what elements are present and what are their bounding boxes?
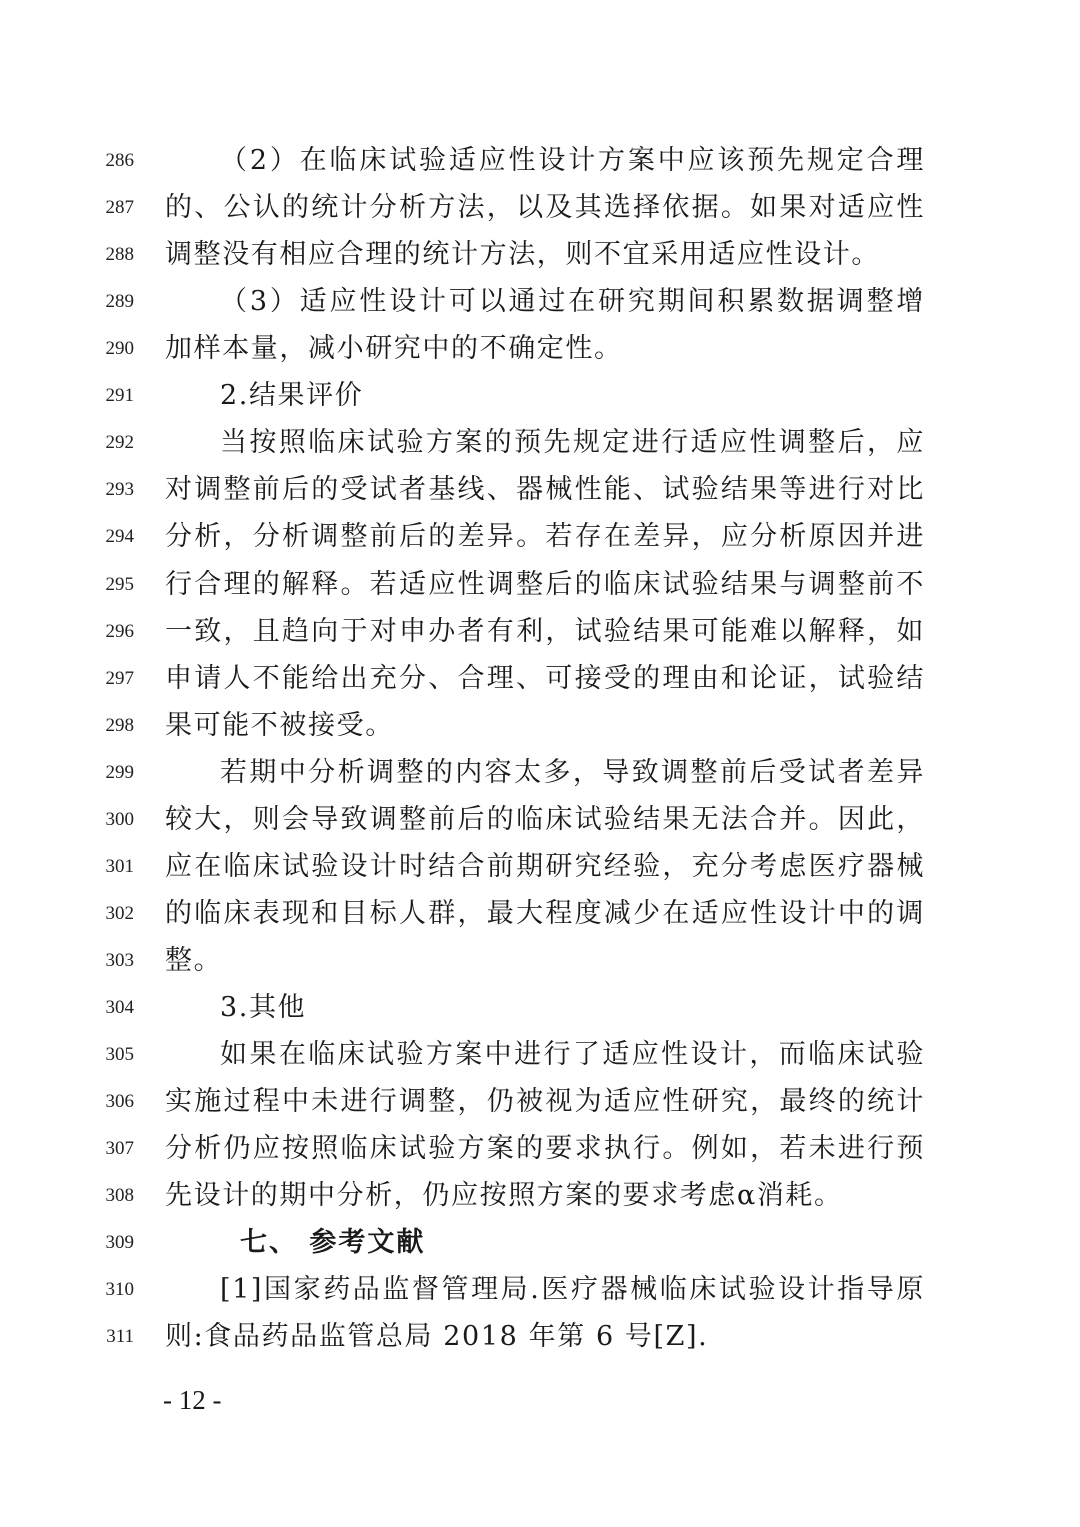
line-number: 297: [105, 667, 134, 689]
line-number: 286: [105, 150, 134, 171]
line-text: （2）在临床试验适应性设计方案中应该预先规定合理: [220, 145, 925, 176]
line-text: 加样本量，减小研究中的不确定性。: [165, 333, 623, 365]
line-text: 果可能不被接受。: [165, 709, 394, 741]
text-line: [0, 231, 1080, 278]
line-number: 288: [105, 244, 134, 266]
line-text: 申请人不能给出充分、合理、可接受的理由和论证，试验结: [165, 662, 925, 694]
text-line: [0, 796, 1080, 843]
text-line: [0, 1219, 1080, 1266]
line-text: 当按照临床试验方案的预先规定进行适应性调整后，应: [220, 427, 925, 459]
line-text: 如果在临床试验方案中进行了适应性设计，而临床试验: [220, 1038, 925, 1070]
line-text: 分析仍应按照临床试验方案的要求执行。例如，若未进行预: [165, 1133, 925, 1164]
line-text: 行合理的解释。若适应性调整后的临床试验结果与调整前不: [165, 568, 925, 600]
line-text: 调整没有相应合理的统计方法，则不宜采用适应性设计。: [165, 239, 880, 271]
line-text: 对调整前后的受试者基线、器械性能、试验结果等进行对比: [165, 474, 925, 506]
line-number: 287: [105, 197, 134, 219]
text-line: [0, 1172, 1080, 1219]
text-line: [0, 1031, 1080, 1078]
line-number: 301: [105, 855, 134, 877]
line-number: 293: [105, 479, 134, 501]
text-line: [0, 702, 1080, 749]
line-text: 的临床表现和目标人群，最大程度减少在适应性设计中的调: [165, 897, 925, 929]
line-number: 292: [105, 432, 134, 454]
page-number: - 12 -: [163, 1385, 222, 1415]
section-heading: 七、 参考文献: [240, 1227, 426, 1259]
line-number: 303: [105, 949, 134, 971]
line-number: 305: [105, 1043, 134, 1065]
text-line: [0, 1125, 1080, 1172]
line-text: （3）适应性设计可以通过在研究期间积累数据调整增: [220, 286, 925, 318]
line-number: 304: [105, 996, 134, 1018]
line-number: 296: [105, 620, 134, 642]
line-number: 294: [105, 526, 134, 548]
line-number: 299: [105, 761, 134, 783]
text-line: [0, 984, 1080, 1031]
line-text: 3.其他: [220, 991, 307, 1023]
line-number: 298: [105, 714, 134, 736]
line-number: 309: [105, 1232, 134, 1254]
text-line: [0, 1313, 1080, 1360]
text-line: [0, 890, 1080, 937]
text-line: [0, 372, 1080, 419]
text-line: [0, 325, 1080, 372]
line-text: 整。: [165, 944, 223, 976]
text-line: [0, 278, 1080, 325]
text-line: [0, 1266, 1080, 1313]
line-number: 302: [105, 902, 134, 924]
text-line: [0, 749, 1080, 796]
text-line: [0, 137, 1080, 184]
text-line: [0, 655, 1080, 702]
line-number: 311: [106, 1326, 134, 1348]
line-number: 306: [105, 1091, 134, 1112]
line-text: [1]国家药品监督管理局.医疗器械临床试验设计指导原: [220, 1274, 925, 1306]
line-number: 307: [105, 1138, 134, 1159]
text-line: [0, 184, 1080, 231]
line-number: 300: [105, 808, 134, 830]
line-number: 295: [105, 573, 134, 595]
text-line: [0, 561, 1080, 608]
line-number: 291: [105, 385, 134, 407]
text-line: [0, 843, 1080, 890]
line-number: 310: [105, 1279, 134, 1301]
line-text: 应在临床试验设计时结合前期研究经验，充分考虑医疗器械: [165, 850, 925, 882]
text-line: [0, 513, 1080, 560]
text-line: [0, 466, 1080, 513]
line-text: 2.结果评价: [220, 380, 364, 412]
line-text: 先设计的期中分析，仍应按照方案的要求考虑α消耗。: [165, 1180, 843, 1212]
line-number: 308: [105, 1185, 134, 1207]
text-line: [0, 608, 1080, 655]
text-line: [0, 937, 1080, 984]
line-number: 289: [105, 291, 134, 313]
line-text: 若期中分析调整的内容太多，导致调整前后受试者差异: [220, 756, 925, 788]
text-line: [0, 419, 1080, 466]
line-text: 一致，且趋向于对申办者有利，试验结果可能难以解释，如: [165, 615, 925, 647]
line-text: 的、公认的统计分析方法，以及其选择依据。如果对适应性: [165, 192, 925, 224]
line-text: 分析，分析调整前后的差异。若存在差异，应分析原因并进: [165, 521, 925, 553]
line-text: 较大，则会导致调整前后的临床试验结果无法合并。因此，: [165, 803, 925, 835]
line-number: 290: [105, 338, 134, 360]
text-line: [0, 1078, 1080, 1125]
line-text: 则:食品药品监管总局 2018 年第 6 号[Z].: [165, 1321, 709, 1353]
line-text: 实施过程中未进行调整，仍被视为适应性研究，最终的统计: [165, 1086, 925, 1117]
